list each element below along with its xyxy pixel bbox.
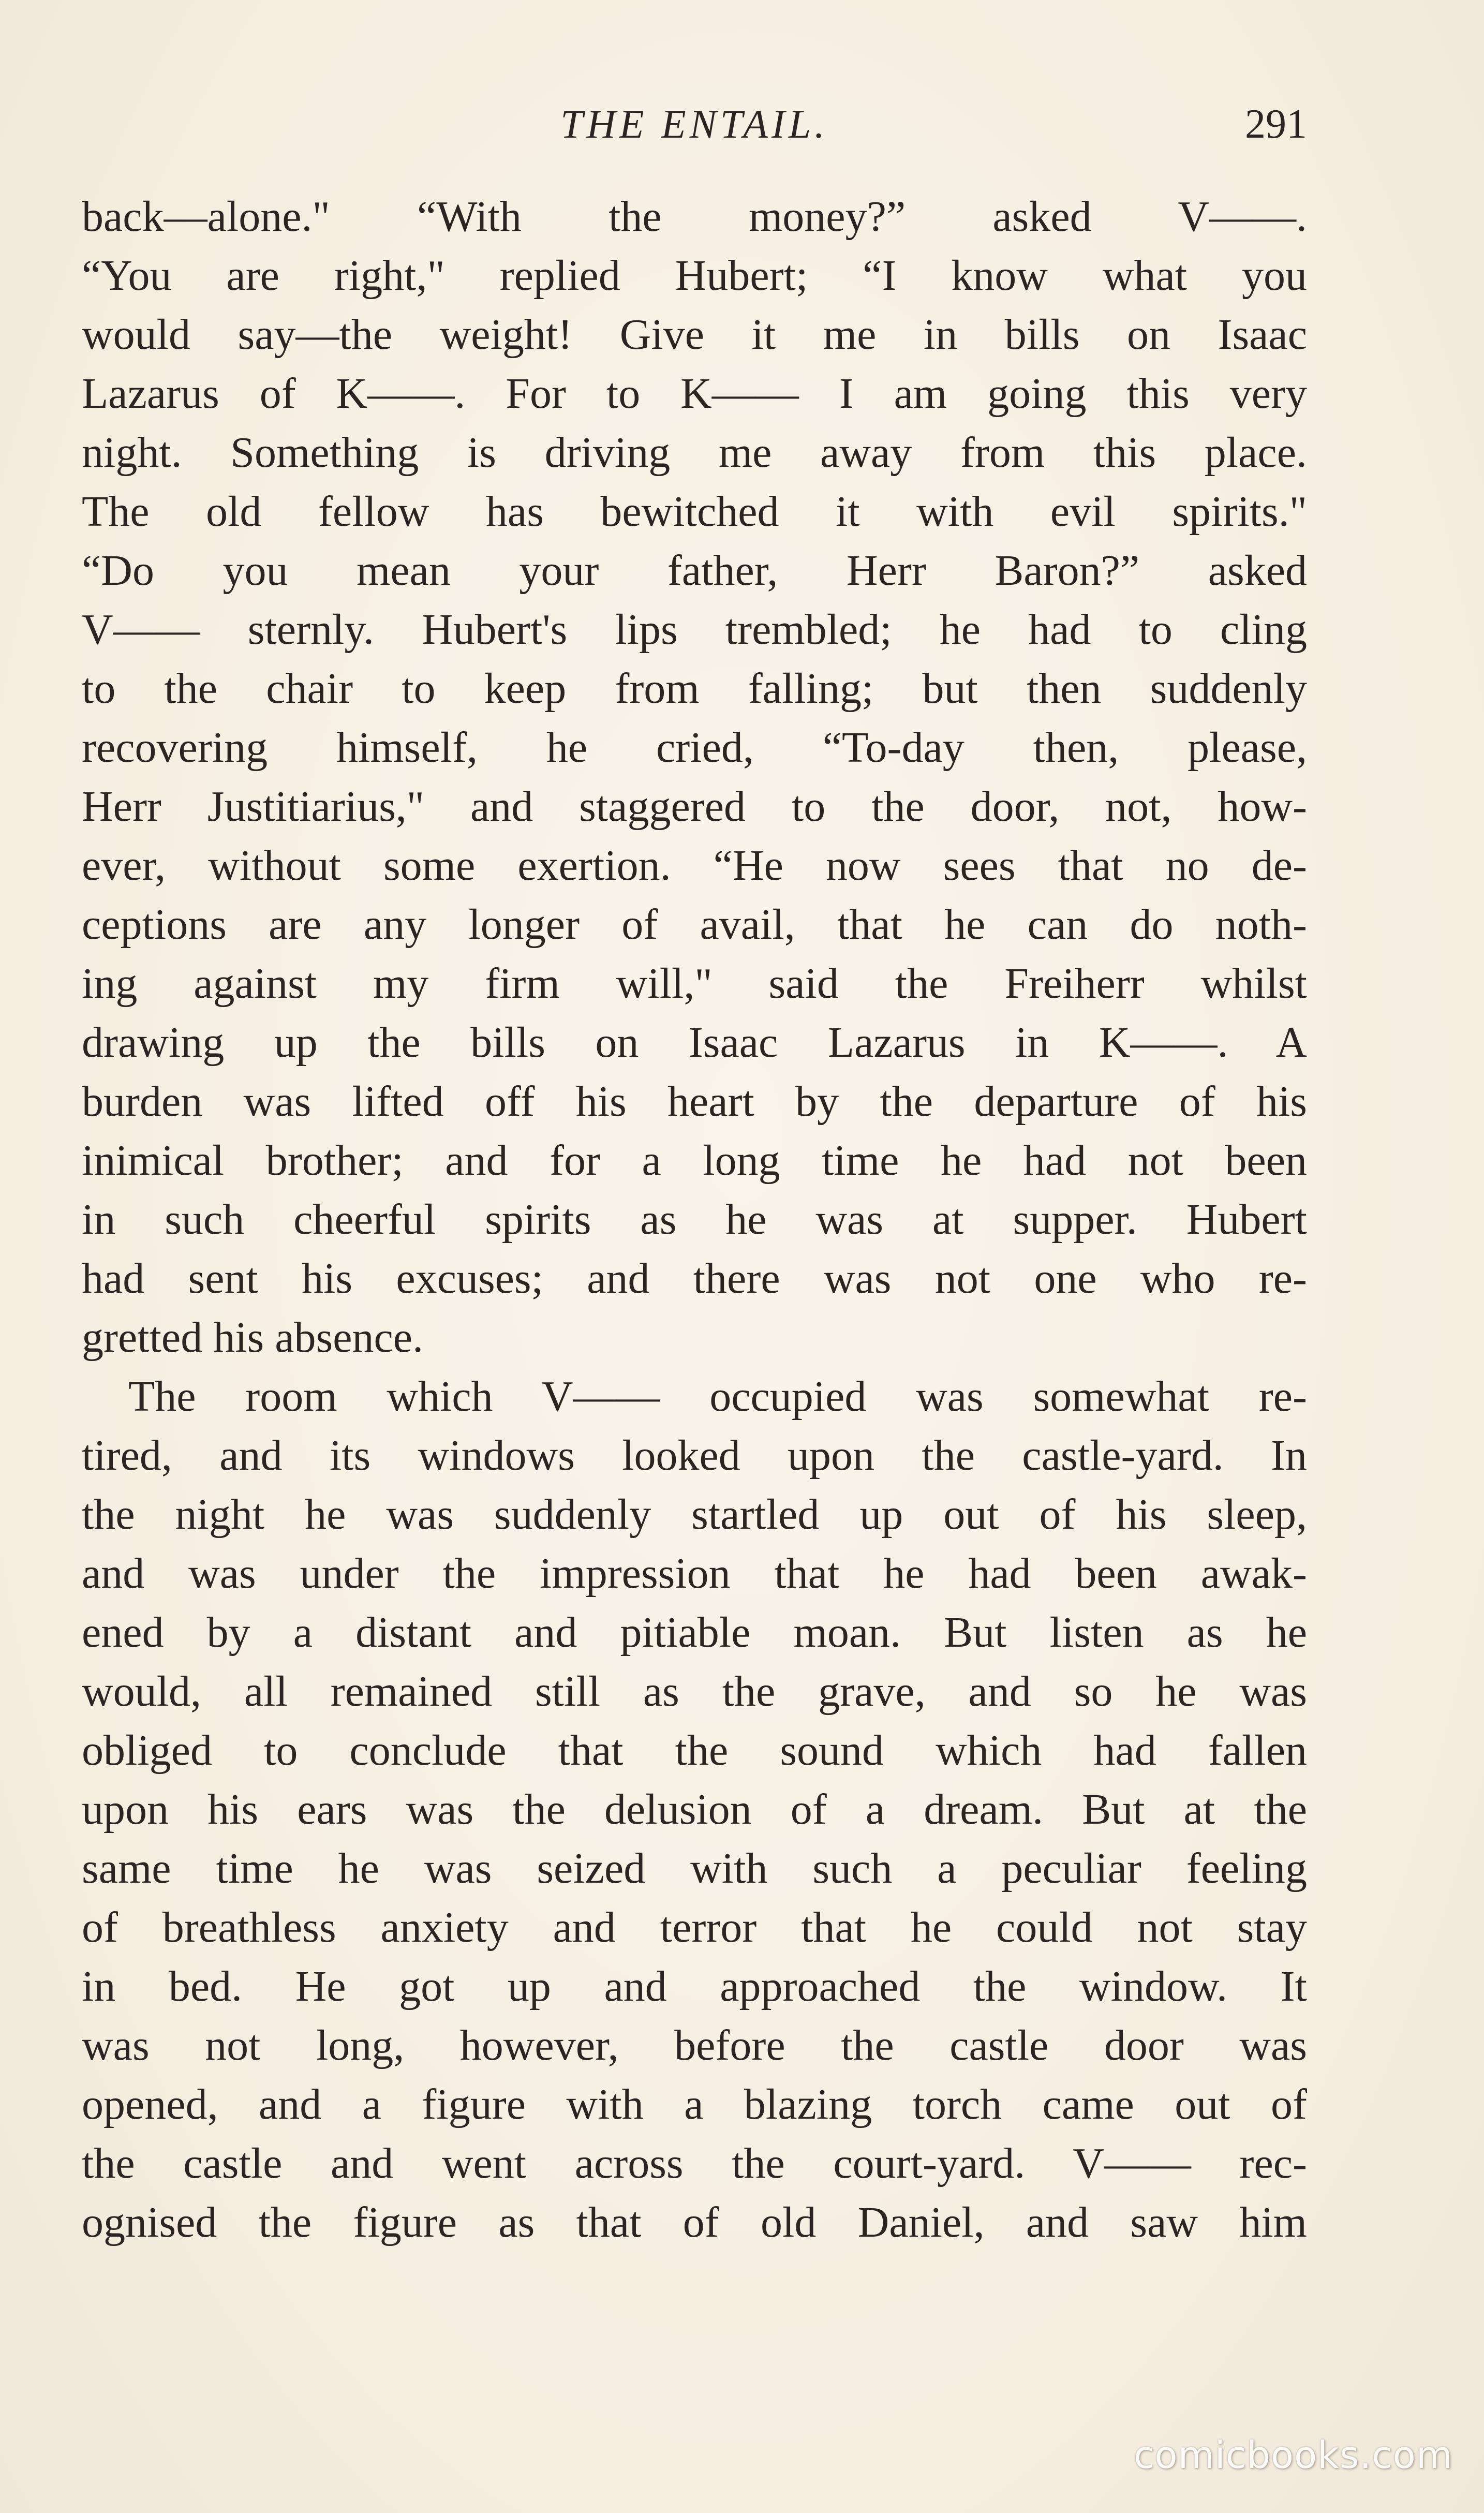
text-line: same time he was seized with such a peculiar feeling bbox=[82, 1844, 1307, 1893]
text-line: opened, and a figure with a blazing torch came out of bbox=[82, 2080, 1307, 2128]
running-title: THE ENTAIL. bbox=[560, 101, 828, 146]
text-line: the castle and went across the court-yard. V—— rec- bbox=[82, 2139, 1307, 2187]
page-number: 291 bbox=[1245, 101, 1307, 147]
paragraph-start-line: The room which V—— occupied was somewhat re- bbox=[128, 1372, 1307, 1421]
text-line: would say—the weight! Give it me in bills on Isaac bbox=[82, 311, 1307, 359]
text-line: had sent his excuses; and there was not one who re- bbox=[82, 1254, 1307, 1303]
text-line: ing against my firm will," said the Freiherr whilst bbox=[82, 959, 1307, 1008]
text-line: in bed. He got up and approached the window. It bbox=[82, 1962, 1307, 2011]
text-line: drawing up the bills on Isaac Lazarus in K——. A bbox=[82, 1018, 1307, 1067]
text-line: in such cheerful spirits as he was at supper. Hubert bbox=[82, 1195, 1307, 1244]
text-line: of breathless anxiety and terror that he could not stay bbox=[82, 1903, 1307, 1952]
text-line: Lazarus of K——. For to K—— I am going this very bbox=[82, 369, 1307, 418]
text-line: “You are right," replied Hubert; “I know what you bbox=[82, 252, 1307, 300]
text-line: ceptions are any longer of avail, that he can do noth- bbox=[82, 900, 1307, 949]
text-line: night. Something is driving me away from this place. bbox=[82, 428, 1307, 477]
text-line: Herr Justitiarius," and staggered to the door, not, how- bbox=[82, 782, 1307, 831]
text-line: ever, without some exertion. “He now sees that no de- bbox=[82, 841, 1307, 890]
text-line: to the chair to keep from falling; but then suddenly bbox=[82, 664, 1307, 713]
text-line: V—— sternly. Hubert's lips trembled; he had to cling bbox=[82, 605, 1307, 654]
text-line: recovering himself, he cried, “To-day then, please, bbox=[82, 723, 1307, 772]
body-text bbox=[82, 187, 1307, 2252]
page-header bbox=[82, 93, 1307, 155]
watermark: comicbooks.com bbox=[1133, 2433, 1453, 2477]
text-line: “Do you mean your father, Herr Baron?” asked bbox=[82, 546, 1307, 595]
text-line: inimical brother; and for a long time he had not been bbox=[82, 1136, 1307, 1185]
text-line: back—alone." “With the money?” asked V——. bbox=[82, 193, 1307, 241]
text-line: would, all remained still as the grave, and so he was bbox=[82, 1667, 1307, 1716]
text-line: tired, and its windows looked upon the castle-yard. In bbox=[82, 1431, 1307, 1480]
paragraph-end-line: gretted his absence. bbox=[82, 1313, 424, 1362]
text-line: burden was lifted off his heart by the departure of his bbox=[82, 1077, 1307, 1126]
text-line: and was under the impression that he had been awak- bbox=[82, 1549, 1307, 1598]
text-line: The old fellow has bewitched it with evil spirits." bbox=[82, 487, 1307, 536]
text-line: was not long, however, before the castle door was bbox=[82, 2021, 1307, 2069]
text-line: obliged to conclude that the sound which had fallen bbox=[82, 1726, 1307, 1775]
text-line: ened by a distant and pitiable moan. But listen as he bbox=[82, 1608, 1307, 1657]
text-line: upon his ears was the delusion of a dream. But at the bbox=[82, 1785, 1307, 1834]
text-line: the night he was suddenly startled up out of his sleep, bbox=[82, 1490, 1307, 1539]
text-line: ognised the figure as that of old Daniel, and saw him bbox=[82, 2198, 1307, 2246]
